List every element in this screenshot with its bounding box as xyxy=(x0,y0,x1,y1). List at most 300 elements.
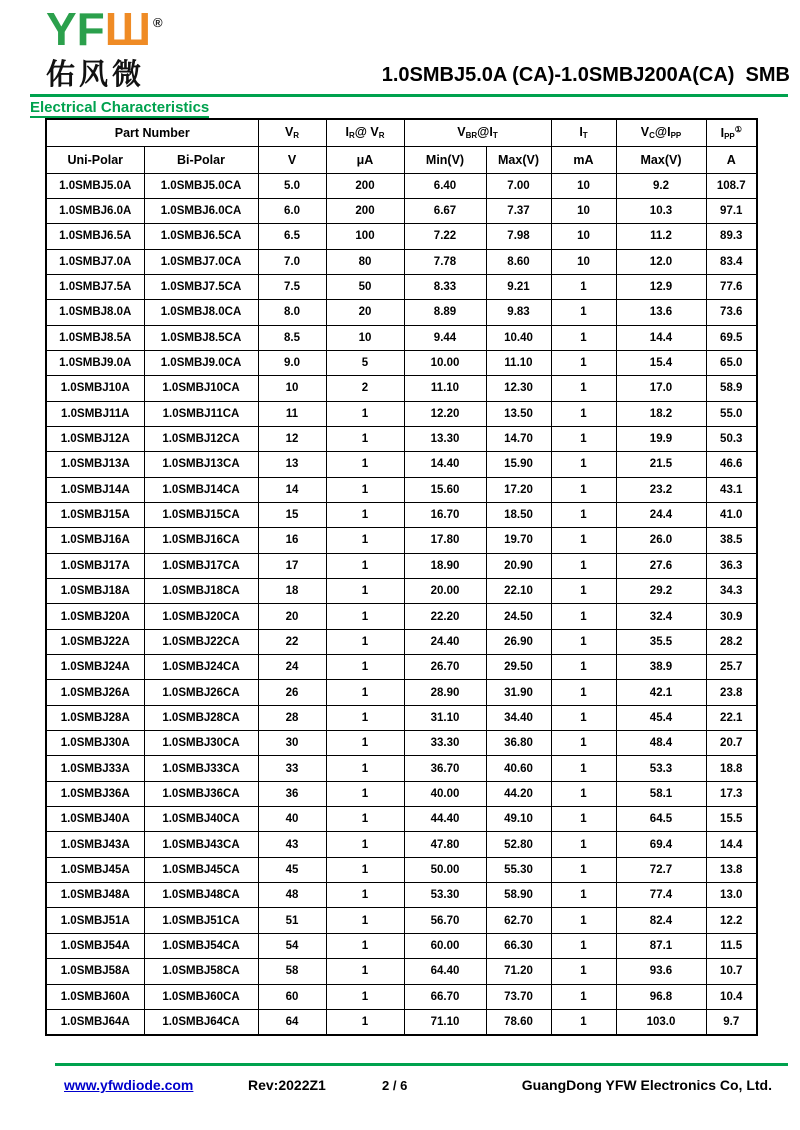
table-cell: 36 xyxy=(258,781,326,806)
table-cell: 1.0SMBJ58A xyxy=(46,959,144,984)
table-cell: 13.0 xyxy=(706,883,757,908)
table-cell: 14.70 xyxy=(486,426,551,451)
table-cell: 60 xyxy=(258,984,326,1009)
table-cell: 14 xyxy=(258,477,326,502)
table-row xyxy=(46,426,757,451)
table-row xyxy=(46,629,757,654)
table-cell: 11.2 xyxy=(616,224,706,249)
table-cell: 1.0SMBJ8.5A xyxy=(46,325,144,350)
table-cell: 46.6 xyxy=(706,452,757,477)
table-cell: 1 xyxy=(326,756,404,781)
table-cell: 50.3 xyxy=(706,426,757,451)
table-cell: 93.6 xyxy=(616,959,706,984)
table-row xyxy=(46,224,757,249)
table-cell: 1.0SMBJ8.0A xyxy=(46,300,144,325)
logo-text-yf: YF xyxy=(46,3,105,55)
table-cell: 1.0SMBJ8.5CA xyxy=(144,325,258,350)
table-cell: 1 xyxy=(326,883,404,908)
table-cell: 1.0SMBJ14A xyxy=(46,477,144,502)
table-cell: 14.4 xyxy=(706,832,757,857)
table-cell: 55.30 xyxy=(486,857,551,882)
table-cell: 1.0SMBJ6.0CA xyxy=(144,198,258,223)
table-cell: 45 xyxy=(258,857,326,882)
table-cell: 41.0 xyxy=(706,502,757,527)
website-link[interactable]: www.yfwdiode.com xyxy=(64,1077,194,1093)
table-cell: 24.50 xyxy=(486,604,551,629)
table-cell: 1 xyxy=(551,452,616,477)
table-cell: 9.0 xyxy=(258,350,326,375)
table-cell: 58.90 xyxy=(486,883,551,908)
table-cell: 1.0SMBJ14CA xyxy=(144,477,258,502)
table-row xyxy=(46,274,757,299)
table-row xyxy=(46,832,757,857)
table-cell: 12.0 xyxy=(616,249,706,274)
table-cell: 1.0SMBJ18A xyxy=(46,579,144,604)
table-row xyxy=(46,959,757,984)
table-cell: 20.00 xyxy=(404,579,486,604)
table-cell: 17.0 xyxy=(616,376,706,401)
table-cell: 26.90 xyxy=(486,629,551,654)
table-cell: 26.70 xyxy=(404,655,486,680)
header-row-units xyxy=(46,146,757,173)
table-cell: 9.21 xyxy=(486,274,551,299)
table-cell: 15.4 xyxy=(616,350,706,375)
table-cell: 65.0 xyxy=(706,350,757,375)
table-cell: 28.90 xyxy=(404,680,486,705)
table-cell: 1 xyxy=(551,680,616,705)
unit-max-v: Max(V) xyxy=(486,146,551,173)
table-cell: 24.40 xyxy=(404,629,486,654)
table-cell: 56.70 xyxy=(404,908,486,933)
col-header-bi-polar: Bi-Polar xyxy=(144,146,258,173)
table-cell: 1.0SMBJ16CA xyxy=(144,528,258,553)
table-cell: 100 xyxy=(326,224,404,249)
table-row xyxy=(46,908,757,933)
table-cell: 1.0SMBJ40CA xyxy=(144,807,258,832)
table-cell: 34.3 xyxy=(706,579,757,604)
table-cell: 9.83 xyxy=(486,300,551,325)
table-cell: 1 xyxy=(326,731,404,756)
table-cell: 1.0SMBJ28CA xyxy=(144,705,258,730)
table-row xyxy=(46,781,757,806)
table-row xyxy=(46,553,757,578)
table-cell: 69.5 xyxy=(706,325,757,350)
section-title: Electrical Characteristics xyxy=(30,99,210,116)
table-cell: 1.0SMBJ9.0A xyxy=(46,350,144,375)
table-cell: 5.0 xyxy=(258,173,326,198)
table-cell: 23.8 xyxy=(706,680,757,705)
table-cell: 66.70 xyxy=(404,984,486,1009)
table-cell: 83.4 xyxy=(706,249,757,274)
table-cell: 64.40 xyxy=(404,959,486,984)
table-row xyxy=(46,300,757,325)
table-cell: 1.0SMBJ24CA xyxy=(144,655,258,680)
table-cell: 12.30 xyxy=(486,376,551,401)
footnote-1-icon: ① xyxy=(734,124,742,134)
table-cell: 31.90 xyxy=(486,680,551,705)
table-cell: 89.3 xyxy=(706,224,757,249)
table-row xyxy=(46,528,757,553)
table-cell: 1 xyxy=(551,883,616,908)
table-cell: 1 xyxy=(326,426,404,451)
table-cell: 1 xyxy=(326,477,404,502)
table-cell: 1.0SMBJ24A xyxy=(46,655,144,680)
table-cell: 1.0SMBJ17CA xyxy=(144,553,258,578)
table-cell: 10.3 xyxy=(616,198,706,223)
table-cell: 1.0SMBJ30A xyxy=(46,731,144,756)
table-cell: 15 xyxy=(258,502,326,527)
table-cell: 1.0SMBJ40A xyxy=(46,807,144,832)
table-cell: 17.80 xyxy=(404,528,486,553)
table-cell: 1 xyxy=(326,908,404,933)
table-cell: 14.40 xyxy=(404,452,486,477)
table-cell: 1 xyxy=(326,528,404,553)
col-header-ipp: $I_{PP}^①$ xyxy=(706,119,757,146)
table-cell: 1.0SMBJ60CA xyxy=(144,984,258,1009)
table-cell: 1.0SMBJ64A xyxy=(46,1009,144,1034)
table-cell: 47.80 xyxy=(404,832,486,857)
table-cell: 13.6 xyxy=(616,300,706,325)
table-cell: 1.0SMBJ54A xyxy=(46,933,144,958)
table-cell: 55.0 xyxy=(706,401,757,426)
table-cell: 73.6 xyxy=(706,300,757,325)
table-cell: 1 xyxy=(551,807,616,832)
table-cell: 13.30 xyxy=(404,426,486,451)
table-cell: 8.89 xyxy=(404,300,486,325)
table-cell: 1.0SMBJ43A xyxy=(46,832,144,857)
table-cell: 19.9 xyxy=(616,426,706,451)
table-row xyxy=(46,857,757,882)
table-row xyxy=(46,680,757,705)
table-cell: 10.7 xyxy=(706,959,757,984)
table-cell: 58.9 xyxy=(706,376,757,401)
table-cell: 7.22 xyxy=(404,224,486,249)
table-cell: 40 xyxy=(258,807,326,832)
table-cell: 26.0 xyxy=(616,528,706,553)
table-cell: 15.60 xyxy=(404,477,486,502)
table-cell: 2 xyxy=(326,376,404,401)
table-cell: 72.7 xyxy=(616,857,706,882)
page-number: 2 / 6 xyxy=(382,1078,408,1093)
table-cell: 1.0SMBJ7.0A xyxy=(46,249,144,274)
table-cell: 103.0 xyxy=(616,1009,706,1034)
table-cell: 10 xyxy=(258,376,326,401)
table-cell: 45.4 xyxy=(616,705,706,730)
table-cell: 1 xyxy=(551,629,616,654)
table-cell: 21.5 xyxy=(616,452,706,477)
unit-min-v: Min(V) xyxy=(404,146,486,173)
table-cell: 1 xyxy=(551,832,616,857)
table-cell: 17.3 xyxy=(706,781,757,806)
table-cell: 7.37 xyxy=(486,198,551,223)
col-header-it: $I_T$ xyxy=(551,119,616,146)
table-cell: 7.00 xyxy=(486,173,551,198)
table-cell: 96.8 xyxy=(616,984,706,1009)
table-cell: 27.6 xyxy=(616,553,706,578)
table-cell: 1 xyxy=(326,655,404,680)
table-cell: 16.70 xyxy=(404,502,486,527)
table-row xyxy=(46,655,757,680)
table-cell: 28.2 xyxy=(706,629,757,654)
table-cell: 71.10 xyxy=(404,1009,486,1034)
table-cell: 9.2 xyxy=(616,173,706,198)
page-title: 1.0SMBJ5.0A (CA)-1.0SMBJ200A(CA) SMB xyxy=(381,64,790,86)
table-cell: 1.0SMBJ6.5A xyxy=(46,224,144,249)
table-cell: 73.70 xyxy=(486,984,551,1009)
table-cell: 13.8 xyxy=(706,857,757,882)
col-header-uni-polar: Uni-Polar xyxy=(46,146,144,173)
table-row xyxy=(46,249,757,274)
table-cell: 52.80 xyxy=(486,832,551,857)
table-cell: 10 xyxy=(551,198,616,223)
table-cell: 11.5 xyxy=(706,933,757,958)
table-cell: 18.50 xyxy=(486,502,551,527)
table-cell: 1 xyxy=(551,984,616,1009)
table-row xyxy=(46,984,757,1009)
table-cell: 1 xyxy=(551,933,616,958)
table-cell: 7.98 xyxy=(486,224,551,249)
table-row xyxy=(46,579,757,604)
table-cell: 7.5 xyxy=(258,274,326,299)
table-cell: 1.0SMBJ51CA xyxy=(144,908,258,933)
table-cell: 1 xyxy=(551,426,616,451)
table-cell: 35.5 xyxy=(616,629,706,654)
table-cell: 9.44 xyxy=(404,325,486,350)
table-cell: 1 xyxy=(326,781,404,806)
table-cell: 12 xyxy=(258,426,326,451)
table-cell: 22.20 xyxy=(404,604,486,629)
table-cell: 80 xyxy=(326,249,404,274)
table-cell: 1.0SMBJ51A xyxy=(46,908,144,933)
table-cell: 33.30 xyxy=(404,731,486,756)
table-cell: 1.0SMBJ16A xyxy=(46,528,144,553)
table-cell: 1 xyxy=(551,300,616,325)
table-cell: 6.5 xyxy=(258,224,326,249)
table-cell: 10 xyxy=(551,249,616,274)
table-cell: 1.0SMBJ43CA xyxy=(144,832,258,857)
unit-ua: μA xyxy=(326,146,404,173)
table-cell: 1 xyxy=(326,604,404,629)
col-header-vc-at-ipp: $V_C@I_{PP}$ xyxy=(616,119,706,146)
table-cell: 1.0SMBJ28A xyxy=(46,705,144,730)
table-cell: 1.0SMBJ15A xyxy=(46,502,144,527)
table-cell: 36.80 xyxy=(486,731,551,756)
table-header xyxy=(46,119,757,173)
table-cell: 1 xyxy=(551,705,616,730)
table-cell: 10.4 xyxy=(706,984,757,1009)
logo-text-w: Ш xyxy=(104,3,152,55)
table-cell: 1 xyxy=(326,629,404,654)
table-cell: 18.2 xyxy=(616,401,706,426)
table-cell: 1.0SMBJ54CA xyxy=(144,933,258,958)
table-cell: 1.0SMBJ20CA xyxy=(144,604,258,629)
table-cell: 1.0SMBJ10CA xyxy=(144,376,258,401)
table-row xyxy=(46,350,757,375)
table-row xyxy=(46,933,757,958)
table-cell: 10 xyxy=(326,325,404,350)
table-cell: 17 xyxy=(258,553,326,578)
table-cell: 53.3 xyxy=(616,756,706,781)
table-cell: 1.0SMBJ11A xyxy=(46,401,144,426)
table-cell: 48 xyxy=(258,883,326,908)
col-header-part-number: Part Number xyxy=(46,119,258,146)
table-cell: 7.78 xyxy=(404,249,486,274)
table-cell: 43.1 xyxy=(706,477,757,502)
table-cell: 1.0SMBJ26CA xyxy=(144,680,258,705)
table-cell: 77.6 xyxy=(706,274,757,299)
table-row xyxy=(46,452,757,477)
table-cell: 1 xyxy=(551,528,616,553)
table-cell: 18.8 xyxy=(706,756,757,781)
table-row xyxy=(46,1009,757,1034)
table-cell: 28 xyxy=(258,705,326,730)
table-cell: 1.0SMBJ17A xyxy=(46,553,144,578)
table-cell: 1.0SMBJ64CA xyxy=(144,1009,258,1034)
table-cell: 24.4 xyxy=(616,502,706,527)
logo-chinese-name: 佑风微 xyxy=(46,59,146,91)
col-header-vr: $V_R$ xyxy=(258,119,326,146)
table-cell: 22.1 xyxy=(706,705,757,730)
table-cell: 25.7 xyxy=(706,655,757,680)
registered-trademark-icon: ® xyxy=(153,15,163,30)
table-cell: 1 xyxy=(551,604,616,629)
table-cell: 1 xyxy=(551,959,616,984)
table-cell: 50 xyxy=(326,274,404,299)
table-cell: 1 xyxy=(551,401,616,426)
table-cell: 22 xyxy=(258,629,326,654)
table-cell: 1 xyxy=(326,680,404,705)
table-cell: 1.0SMBJ45CA xyxy=(144,857,258,882)
table-row xyxy=(46,883,757,908)
table-cell: 10.00 xyxy=(404,350,486,375)
table-cell: 20.90 xyxy=(486,553,551,578)
table-cell: 7.0 xyxy=(258,249,326,274)
table-row xyxy=(46,401,757,426)
table-cell: 1 xyxy=(551,350,616,375)
col-header-vbr-at-it: $V_{BR}@I_T$ xyxy=(404,119,551,146)
table-cell: 1 xyxy=(551,553,616,578)
table-cell: 15.5 xyxy=(706,807,757,832)
table-cell: 1 xyxy=(326,452,404,477)
table-cell: 34.40 xyxy=(486,705,551,730)
table-cell: 1.0SMBJ36CA xyxy=(144,781,258,806)
table-cell: 1 xyxy=(326,807,404,832)
spec-table xyxy=(45,118,758,1036)
table-cell: 36.70 xyxy=(404,756,486,781)
table-row xyxy=(46,756,757,781)
table-cell: 97.1 xyxy=(706,198,757,223)
table-cell: 1 xyxy=(326,959,404,984)
table-cell: 1.0SMBJ8.0CA xyxy=(144,300,258,325)
table-cell: 18 xyxy=(258,579,326,604)
table-cell: 1.0SMBJ48CA xyxy=(144,883,258,908)
table-cell: 23.2 xyxy=(616,477,706,502)
table-cell: 71.20 xyxy=(486,959,551,984)
unit-max-v-2: Max(V) xyxy=(616,146,706,173)
table-cell: 1 xyxy=(326,933,404,958)
table-cell: 69.4 xyxy=(616,832,706,857)
table-cell: 16 xyxy=(258,528,326,553)
table-cell: 1.0SMBJ13CA xyxy=(144,452,258,477)
table-cell: 108.7 xyxy=(706,173,757,198)
table-cell: 26 xyxy=(258,680,326,705)
logo-wordmark xyxy=(46,3,163,55)
table-cell: 1.0SMBJ5.0CA xyxy=(144,173,258,198)
table-cell: 1.0SMBJ33CA xyxy=(144,756,258,781)
table-cell: 78.60 xyxy=(486,1009,551,1034)
table-cell: 1 xyxy=(551,756,616,781)
table-cell: 200 xyxy=(326,198,404,223)
table-cell: 1.0SMBJ45A xyxy=(46,857,144,882)
unit-ma: mA xyxy=(551,146,616,173)
table-cell: 44.20 xyxy=(486,781,551,806)
table-cell: 58 xyxy=(258,959,326,984)
col-header-ir-at-vr: $I_R@$ $V_R$ xyxy=(326,119,404,146)
company-name: GuangDong YFW Electronics Co, Ltd. xyxy=(521,1077,772,1093)
table-cell: 1.0SMBJ7.5A xyxy=(46,274,144,299)
table-cell: 19.70 xyxy=(486,528,551,553)
table-cell: 1.0SMBJ10A xyxy=(46,376,144,401)
table-cell: 1 xyxy=(326,579,404,604)
table-row xyxy=(46,173,757,198)
table-cell: 30 xyxy=(258,731,326,756)
table-cell: 66.30 xyxy=(486,933,551,958)
table-cell: 29.2 xyxy=(616,579,706,604)
table-cell: 53.30 xyxy=(404,883,486,908)
table-cell: 6.40 xyxy=(404,173,486,198)
table-cell: 1.0SMBJ7.0CA xyxy=(144,249,258,274)
table-cell: 11.10 xyxy=(486,350,551,375)
table-cell: 58.1 xyxy=(616,781,706,806)
table-cell: 1.0SMBJ12A xyxy=(46,426,144,451)
table-cell: 51 xyxy=(258,908,326,933)
footer-divider xyxy=(55,1063,788,1066)
table-cell: 13.50 xyxy=(486,401,551,426)
table-cell: 17.20 xyxy=(486,477,551,502)
table-cell: 6.67 xyxy=(404,198,486,223)
table-cell: 1.0SMBJ18CA xyxy=(144,579,258,604)
table-cell: 10.40 xyxy=(486,325,551,350)
table-cell: 1 xyxy=(551,502,616,527)
table-cell: 48.4 xyxy=(616,731,706,756)
table-cell: 54 xyxy=(258,933,326,958)
table-cell: 1 xyxy=(551,376,616,401)
table-cell: 1.0SMBJ9.0CA xyxy=(144,350,258,375)
table-row xyxy=(46,604,757,629)
table-cell: 31.10 xyxy=(404,705,486,730)
table-cell: 1.0SMBJ22CA xyxy=(144,629,258,654)
table-cell: 42.1 xyxy=(616,680,706,705)
table-body xyxy=(46,173,757,1035)
table-cell: 15.90 xyxy=(486,452,551,477)
table-cell: 49.10 xyxy=(486,807,551,832)
table-row xyxy=(46,477,757,502)
table-cell: 1 xyxy=(326,832,404,857)
table-cell: 1 xyxy=(326,502,404,527)
table-cell: 10 xyxy=(551,173,616,198)
table-cell: 1.0SMBJ15CA xyxy=(144,502,258,527)
table-cell: 1 xyxy=(551,731,616,756)
table-cell: 1.0SMBJ12CA xyxy=(144,426,258,451)
table-cell: 10 xyxy=(551,224,616,249)
table-cell: 44.40 xyxy=(404,807,486,832)
table-cell: 1.0SMBJ36A xyxy=(46,781,144,806)
table-cell: 50.00 xyxy=(404,857,486,882)
table-row xyxy=(46,705,757,730)
table-cell: 1 xyxy=(551,1009,616,1034)
table-cell: 200 xyxy=(326,173,404,198)
table-cell: 1.0SMBJ6.5CA xyxy=(144,224,258,249)
